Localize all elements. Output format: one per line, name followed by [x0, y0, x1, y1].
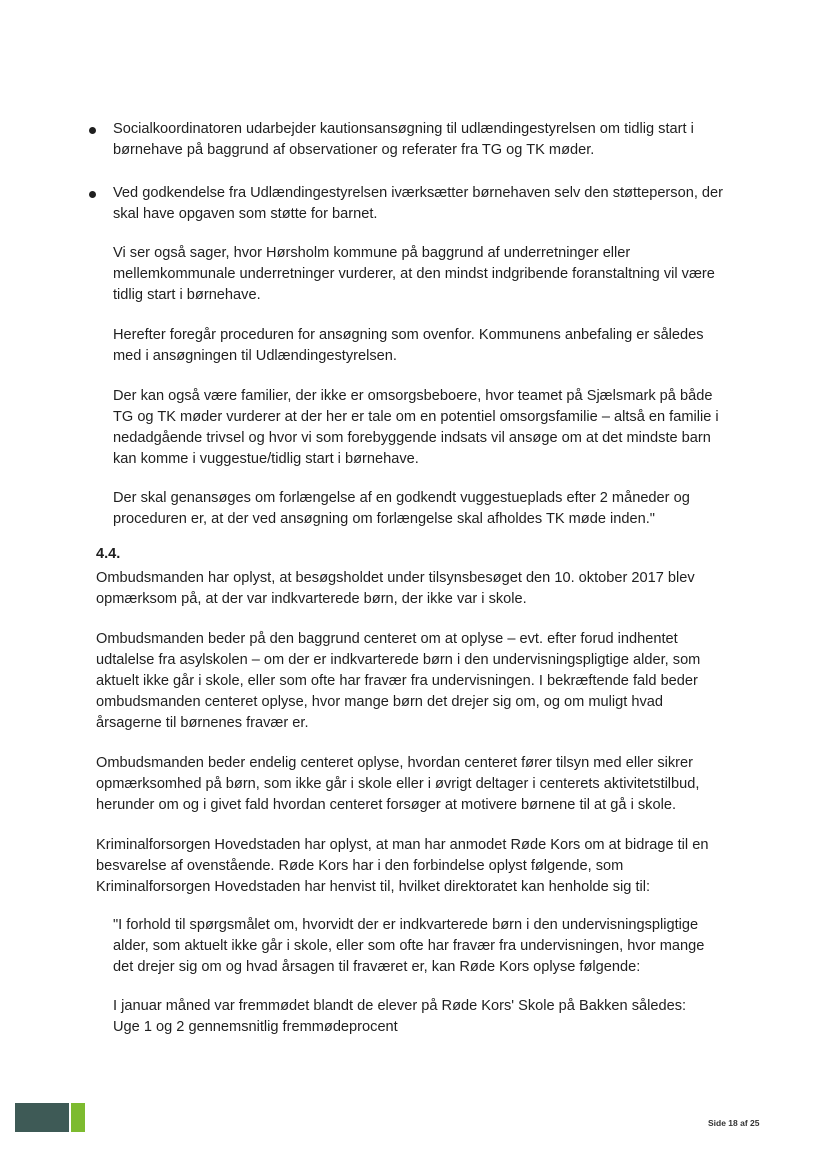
quote-paragraph: "I forhold til spørgsmålet om, hvorvidt der er indkvarterede børn i den undervisningspligtige alder, som aktuelt ikke går i skole, eller som ofte har fravær fra undervisningen, hvor mange det drejer sig om og hvad årsagen til fraværet er, kan Røde Kors oplyse følgende: — [113, 917, 705, 975]
bullet-item — [87, 119, 727, 161]
body-paragraph: Ombudsmanden beder på den baggrund centeret om at oplyse – evt. efter forud indhentet udtalelse fra asylskolen – om der er indkvarterede børn i den undervisningspligtige alder, som aktuelt ikke går i skole, eller som ofte har fravær fra undervisningen. I bekræftende fald beder ombudsmanden centeret oplyse, hvor mange børn det drejer sig om, og om muligt hvad årsagerne til børnenes fravær er. — [96, 631, 701, 731]
quote-paragraph: I januar måned var fremmødet blandt de elever på Røde Kors' Skole på Bakken således: — [113, 998, 687, 1014]
page-number: Side 18 af 25 — [708, 1118, 760, 1128]
bullet-list — [87, 119, 727, 247]
indented-paragraph: Der kan også være familier, der ikke er omsorgsbeboere, hvor teamet på Sjælsmark på både TG og TK møder vurderer at der her er tale om en potentiel omsorgsfamilie – altså en familie i nedadgående trivsel og hvor vi som forebyggende indsats vil ansøge om at det mindste barn kan komme i vuggestue/tidlig start i børnehave. — [113, 388, 719, 467]
bullet-text: Ved godkendelse fra Udlændingestyrelsen iværksætter børnehaven selv den støtteperson, der skal have opgaven som støtte for barnet. — [113, 185, 724, 222]
body-paragraph: Ombudsmanden har oplyst, at besøgsholdet under tilsynsbesøget den 10. oktober 2017 blev opmærksom på, at der var indkvarterede børn, der ikke var i skole. — [96, 570, 695, 607]
footer-accent-bar — [71, 1103, 85, 1132]
footer-logo-bar — [15, 1103, 69, 1132]
bullet-dot-icon — [89, 127, 96, 134]
indented-paragraph: Der skal genansøges om forlængelse af en godkendt vuggestueplads efter 2 måneder og proceduren er, at der ved ansøgning om forlængelse skal afholdes TK møde inden." — [113, 490, 690, 527]
body-paragraph: Kriminalforsorgen Hovedstaden har oplyst, at man har anmodet Røde Kors om at bidrage til en besvarelse af ovenstående. Røde Kors har i den forbindelse oplyst følgende, som Kriminalforsorgen Hovedstaden har henvist til, hvilket direktoratet kan henholde sig til: — [96, 837, 709, 895]
section-heading: 4.4. — [96, 546, 121, 562]
indented-paragraph: Vi ser også sager, hvor Hørsholm kommune på baggrund af underretninger eller mellemkommunale underretninger vurderer, at den mindst indgribende foranstaltning vil være tidlig start i børnehave. — [113, 245, 715, 303]
bullet-dot-icon — [89, 191, 96, 198]
bullet-text: Socialkoordinatoren udarbejder kautionsansøgning til udlændingestyrelsen om tidlig start i børnehave på baggrund af observationer og referater fra TG og TK møder. — [113, 121, 694, 158]
bullet-item — [87, 183, 727, 225]
quote-paragraph: Uge 1 og 2 gennemsnitlig fremmødeprocent — [113, 1019, 398, 1035]
body-paragraph: Ombudsmanden beder endelig centeret oplyse, hvordan centeret fører tilsyn med eller sikrer opmærksomhed på børn, som ikke går i skole eller i øvrigt deltager i centerets aktivitetstilbud, herunder om og i givet fald hvordan centeret forsøger at motivere børnene til at gå i skole. — [96, 755, 700, 813]
indented-paragraph: Herefter foregår proceduren for ansøgning som ovenfor. Kommunens anbefaling er således med i ansøgningen til Udlændingestyrelsen. — [113, 327, 704, 364]
